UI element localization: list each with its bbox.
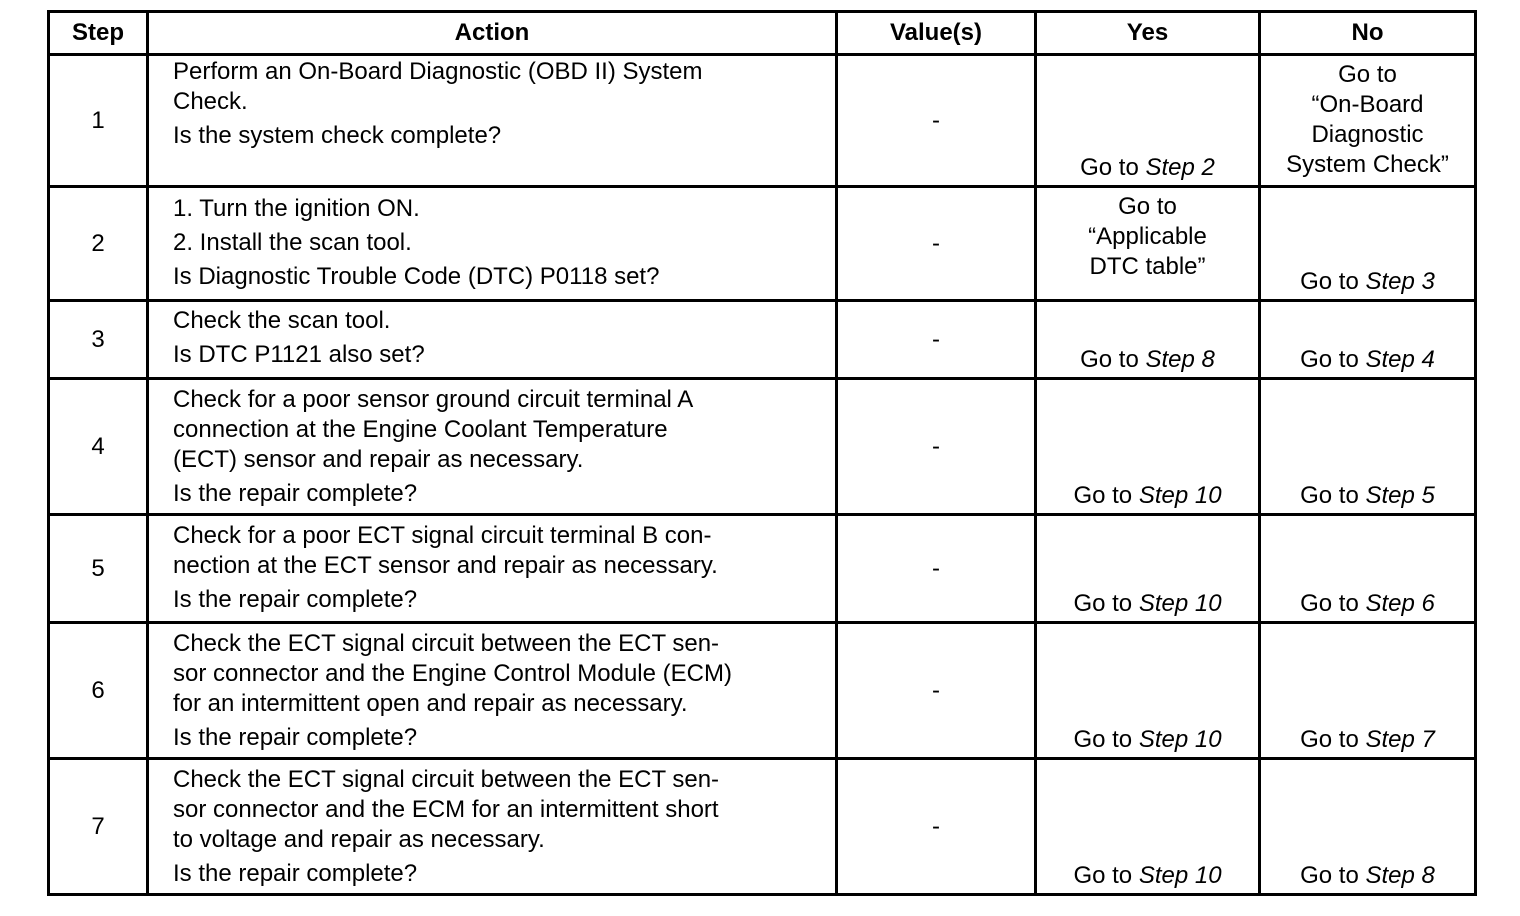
header-no: No <box>1260 12 1476 55</box>
step-number: 1 <box>49 55 148 187</box>
action-cell <box>148 759 837 895</box>
yes-cell <box>1036 623 1260 759</box>
step-number: 6 <box>49 623 148 759</box>
yes-step-link: Step 10 <box>1138 726 1222 753</box>
value-cell: - <box>837 379 1036 515</box>
yes-step-link: Step 8 <box>1145 346 1215 373</box>
table-row <box>49 515 1476 623</box>
no-line: System Check” <box>1286 151 1449 178</box>
header-step: Step <box>49 12 148 55</box>
action-line: (ECT) sensor and repair as necessary. <box>173 446 584 473</box>
action-question: Is the system check complete? <box>173 122 502 149</box>
yes-cell <box>1036 187 1260 301</box>
action-line: Check the ECT signal circuit between the ECT sen- <box>173 630 720 657</box>
yes-line: Go to <box>1118 193 1177 220</box>
header-yes: Yes <box>1036 12 1260 55</box>
yes-prefix: Go to <box>1073 862 1139 889</box>
action-line: to voltage and repair as necessary. <box>173 826 545 853</box>
action-line: Check. <box>173 88 248 115</box>
action-question: Is the repair complete? <box>173 586 418 613</box>
no-line: Go to <box>1338 61 1397 88</box>
table-row <box>49 759 1476 895</box>
step-number: 3 <box>49 301 148 379</box>
step-number: 4 <box>49 379 148 515</box>
action-line: Check for a poor sensor ground circuit terminal A <box>173 386 694 413</box>
value-cell: - <box>837 301 1036 379</box>
header-row <box>49 12 1476 55</box>
no-line: Diagnostic <box>1311 121 1424 148</box>
yes-cell <box>1036 379 1260 515</box>
action-cell <box>148 187 837 301</box>
yes-cell <box>1036 759 1260 895</box>
yes-prefix: Go to <box>1073 590 1139 617</box>
action-line: connection at the Engine Coolant Temperature <box>173 416 668 443</box>
no-prefix: Go to <box>1300 268 1366 295</box>
value-cell: - <box>837 759 1036 895</box>
no-step-link: Step 7 <box>1365 726 1435 753</box>
table-row <box>49 301 1476 379</box>
action-line: 1. Turn the ignition ON. <box>173 195 420 222</box>
action-line: Check the ECT signal circuit between the ECT sen- <box>173 766 720 793</box>
yes-prefix: Go to <box>1073 482 1139 509</box>
table-row <box>49 55 1476 187</box>
step-number: 2 <box>49 187 148 301</box>
action-line: sor connector and the Engine Control Module (ECM) <box>173 660 732 687</box>
header-values: Value(s) <box>837 12 1036 55</box>
yes-line: “Applicable <box>1088 223 1207 250</box>
no-prefix: Go to <box>1300 862 1366 889</box>
no-step-link: Step 8 <box>1365 862 1435 889</box>
no-step-link: Step 5 <box>1365 482 1435 509</box>
yes-step-link: Step 2 <box>1145 154 1215 181</box>
table-row <box>49 187 1476 301</box>
action-cell <box>148 301 837 379</box>
value-cell: - <box>837 55 1036 187</box>
no-cell <box>1260 187 1476 301</box>
yes-step-link: Step 10 <box>1138 862 1222 889</box>
yes-prefix: Go to <box>1080 346 1146 373</box>
yes-prefix: Go to <box>1080 154 1146 181</box>
action-question: Is DTC P1121 also set? <box>173 341 425 368</box>
action-line: Perform an On-Board Diagnostic (OBD II) System <box>173 58 703 85</box>
no-cell <box>1260 55 1476 187</box>
no-prefix: Go to <box>1300 482 1366 509</box>
diagnostic-table <box>47 10 1477 896</box>
no-prefix: Go to <box>1300 590 1366 617</box>
header-action: Action <box>148 12 837 55</box>
action-question: Is the repair complete? <box>173 480 418 507</box>
no-step-link: Step 3 <box>1365 268 1435 295</box>
no-step-link: Step 6 <box>1365 590 1435 617</box>
action-question: Is the repair complete? <box>173 724 418 751</box>
yes-cell <box>1036 55 1260 187</box>
yes-step-link: Step 10 <box>1138 590 1222 617</box>
action-line: Check the scan tool. <box>173 307 391 334</box>
yes-prefix: Go to <box>1073 726 1139 753</box>
action-cell <box>148 623 837 759</box>
action-cell <box>148 379 837 515</box>
step-number: 5 <box>49 515 148 623</box>
action-line: nection at the ECT sensor and repair as necessary. <box>173 552 718 579</box>
action-cell <box>148 515 837 623</box>
yes-cell <box>1036 301 1260 379</box>
no-cell <box>1260 379 1476 515</box>
no-step-link: Step 4 <box>1365 346 1435 373</box>
value-cell: - <box>837 623 1036 759</box>
action-question: Is the repair complete? <box>173 860 418 887</box>
step-number: 7 <box>49 759 148 895</box>
action-cell <box>148 55 837 187</box>
action-question: Is Diagnostic Trouble Code (DTC) P0118 set? <box>173 263 660 290</box>
no-cell <box>1260 515 1476 623</box>
action-line: for an intermittent open and repair as necessary. <box>173 690 688 717</box>
no-cell <box>1260 301 1476 379</box>
table-row <box>49 379 1476 515</box>
table-row <box>49 623 1476 759</box>
action-line: Check for a poor ECT signal circuit terminal B con- <box>173 522 712 549</box>
yes-cell <box>1036 515 1260 623</box>
value-cell: - <box>837 187 1036 301</box>
no-prefix: Go to <box>1300 726 1366 753</box>
yes-line: DTC table” <box>1089 253 1206 280</box>
no-prefix: Go to <box>1300 346 1366 373</box>
yes-step-link: Step 10 <box>1138 482 1222 509</box>
no-cell <box>1260 759 1476 895</box>
action-line: 2. Install the scan tool. <box>173 229 412 256</box>
value-cell: - <box>837 515 1036 623</box>
action-line: sor connector and the ECM for an intermittent short <box>173 796 719 823</box>
no-line: “On-Board <box>1311 91 1424 118</box>
no-cell <box>1260 623 1476 759</box>
